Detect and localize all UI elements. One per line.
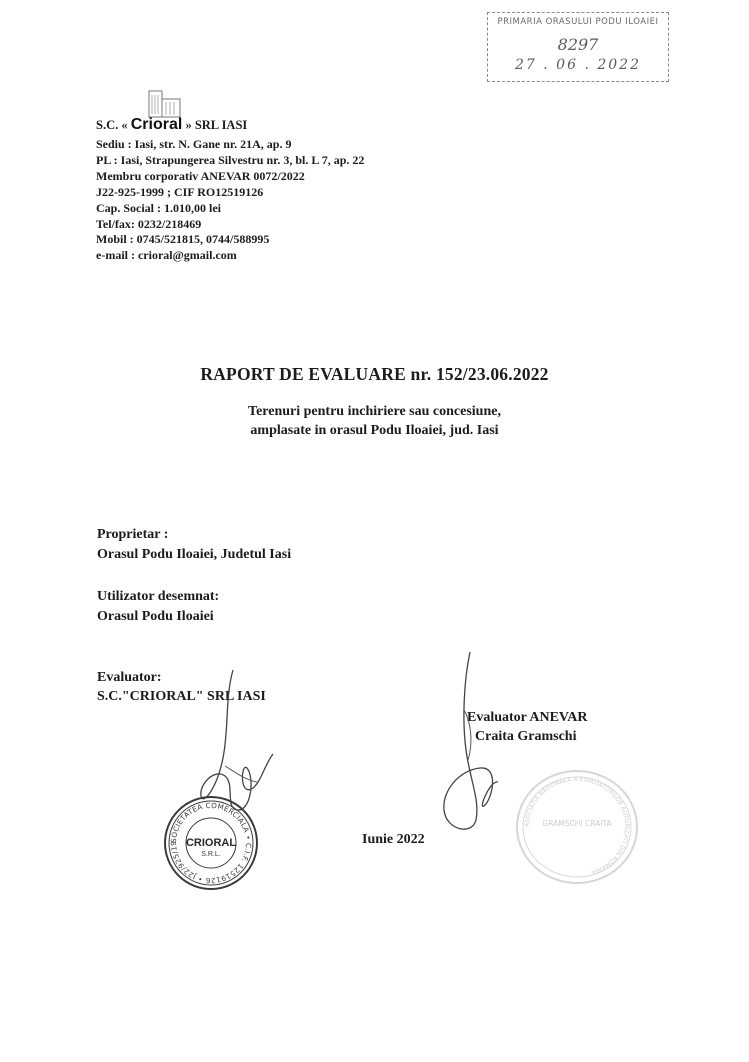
report-subtitle	[0, 402, 749, 440]
company-phone: Tel/fax: 0232/218469	[96, 216, 202, 231]
report-date: Iunie 2022	[362, 832, 425, 847]
evaluator-seal-icon	[512, 768, 642, 886]
stamp-date: 27 . 06 . 2022	[515, 57, 641, 73]
evaluator-seal-center: GRAMSCHI CRAITA	[542, 819, 612, 828]
anevar-signature-icon	[440, 650, 510, 840]
designated-user-label: Utilizator desemnat:	[97, 589, 220, 604]
company-contact-block	[96, 137, 364, 264]
owner-label: Proprietar :	[97, 527, 169, 542]
company-registration: J22-925-1999 ; CIF RO12519126	[96, 184, 264, 199]
company-seal-sub: S.R.L.	[201, 851, 221, 858]
stamp-header: PRIMARIA ORASULUI PODU ILOAIEI	[497, 17, 659, 27]
company-capital: Cap. Social : 1.010,00 lei	[96, 200, 221, 215]
company-email: e-mail : crioral@gmail.com	[96, 248, 237, 263]
report-subtitle-line-2: amplasate in orasul Podu Iloaiei, jud. Iasi	[250, 423, 499, 438]
company-brand: Crioral	[130, 116, 183, 133]
evaluator-label: Evaluator:	[97, 670, 162, 685]
evaluator-value: S.C."CRIORAL" SRL IASI	[97, 689, 266, 704]
company-suffix: » SRL IASI	[185, 118, 248, 132]
evaluator-seal-ring: ASOCIATIA NATIONALA A EVALUATORILOR AUTORIZATI DIN ROMANIA	[523, 775, 631, 876]
report-subtitle-line-1: Terenuri pentru inchiriere sau concesiune,	[248, 404, 501, 419]
company-mobile: Mobil : 0745/521815, 0744/588995	[96, 232, 270, 247]
anevar-evaluator-name: Craita Gramschi	[475, 729, 577, 744]
report-title: RAPORT DE EVALUARE nr. 152/23.06.2022	[200, 364, 549, 384]
company-logo-icon	[148, 90, 182, 118]
company-name	[96, 116, 247, 134]
anevar-evaluator-title: Evaluator ANEVAR	[467, 710, 588, 725]
owner-value: Orasul Podu Iloaiei, Judetul Iasi	[97, 547, 292, 562]
company-seal-center: CRIORAL	[185, 837, 237, 849]
company-seal-ring: SOCIETATEA COMERCIALA • C.I.F. 12519126 • J22/925/1999 • IASI - ROMANIA	[159, 788, 254, 886]
company-membership: Membru corporativ ANEVAR 0072/2022	[96, 168, 305, 183]
company-address: Sediu : Iasi, str. N. Gane nr. 21A, ap. 9	[96, 137, 292, 151]
stamp-number: 8297	[557, 35, 599, 54]
company-prefix: S.C. «	[96, 118, 128, 132]
registration-stamp	[487, 12, 669, 82]
company-workpoint: PL : Iasi, Strapungerea Silvestru nr. 3, bl. L 7, ap. 22	[96, 152, 365, 167]
designated-user-value: Orasul Podu Iloaiei	[97, 609, 214, 624]
company-seal-icon	[159, 788, 259, 891]
